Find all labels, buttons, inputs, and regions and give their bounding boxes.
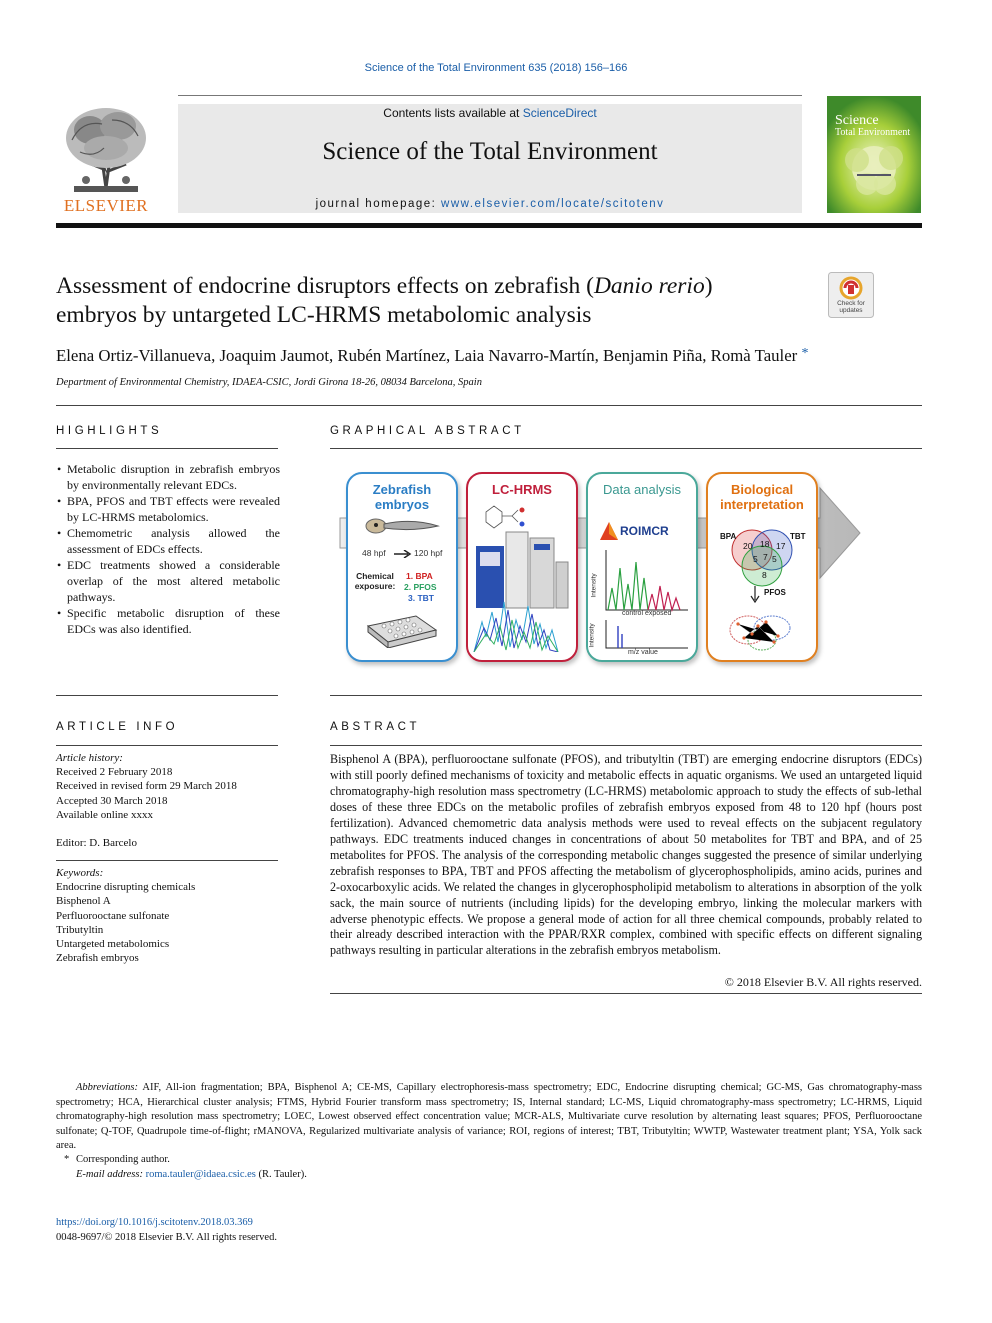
editor: Editor: D. Barcelo [56, 837, 137, 850]
header-rule [56, 223, 922, 228]
history-received: Received 2 February 2018 [56, 766, 173, 779]
ga-panel2-title: LC-HRMS [492, 482, 552, 497]
ga-chem-tbt: 3. TBT [408, 593, 434, 603]
ga-panel4-title: Biological interpretation [720, 482, 804, 512]
keyword: Untargeted metabolomics [56, 938, 170, 951]
graphical-abstract-heading: GRAPHICAL ABSTRACT [330, 425, 525, 437]
keyword: Tributyltin [56, 923, 104, 936]
venn-label-pfos: PFOS [764, 588, 786, 597]
abbreviations-footnote [56, 1081, 922, 1154]
ga-intensity-label-1: Intensity [590, 573, 598, 598]
highlight-item: • Chemometric analysis allowed the assessment of EDCs effects. [56, 525, 280, 557]
ga-panel-zebrafish [346, 472, 458, 662]
history-revised: Received in revised form 29 March 2018 [56, 780, 237, 793]
check-for-updates-button[interactable] [828, 272, 874, 318]
highlight-item: • EDC treatments showed a considerable overlap of the most altered metabolic pathways. [56, 557, 280, 605]
article-info-heading: ARTICLE INFO [56, 721, 179, 733]
venn-count: 17 [776, 541, 786, 551]
keyword: Endocrine disrupting chemicals [56, 881, 196, 894]
issn-line: 0048-9697/© 2018 Elsevier B.V. All rights reserved. [56, 1232, 277, 1243]
abbreviations-label: Abbreviations: [76, 1082, 139, 1093]
venn-count: 5 [753, 554, 758, 564]
highlight-item: • Metabolic disruption in zebrafish embryos by environmentally relevant EDCs. [56, 461, 280, 493]
abbreviations-text: AIF, All-ion fragmentation; BPA, Bisphenol A; CE-MS, Capillary electrophoresis-mass spectrometry; EDC, Endocrine disrupting chemical; GC-MS, Gas chromatography-mass spectrometry; HCA, Hierarchical cluster analysis; FTMS, Hybrid Fourier transform mass spectrometry; IS, Internal standard; LC-MS, Liquid chromatography-mass spectrometry; LC-HRMS, Liquid chromatography-high resolution mass spectrometry; LOEC, Lowest observed effect concentration value; MCR-ALS, Multivariate curve resolution by alternating least squares; PFOS, Perfluorooctane sulfonate; Q-TOF, Quadrupole time-of-flight; rMANOVA, Regularized multivariate analysis of variance; ROI, regions of interest; TBT, Tributyltin; WWTP, Wastewater treatment plant; YSA, Yolk sack area. [56, 1082, 922, 1151]
ga-from-hpf: 48 hpf [362, 548, 386, 558]
journal-title: Science of the Total Environment [322, 138, 658, 165]
ga-panel-lchrms [466, 472, 578, 662]
well-plate-icon [364, 612, 440, 648]
highlights-rule [56, 448, 278, 449]
check-updates-label: Check for updates [837, 300, 865, 314]
abstract-rule [330, 745, 922, 746]
ga-software-name: ROIMCR [620, 524, 669, 538]
highlights-list [56, 461, 280, 637]
corresponding-footnote [56, 1153, 922, 1182]
venn-label-tbt: TBT [790, 532, 806, 541]
abstract-text: Bisphenol A (BPA), perfluorooctane sulfonate (PFOS), and tributyltin (TBT) are emerging endocrine disruptors (EDCs) with still poorly defined mechanisms of toxicity and metabolic effects in aquatic organisms. We used an untargeted liquid chromatography-high resolution mass spectrometry (LC-HRMS) metabolomic approach to study the effects of sub-lethal doses of these three EDCs on the metabolic profiles of zebrafish embryos exposed from 48 to 120 hpf (hours post fertilization). Advanced chemometric data analysis methods were used to reveal effects on the subjacent regulatory pathways. EDC treatments induced changes in concentrations of about 50 metabolites for TBT and BPA, and of 25 metabolites for PFOS. The analysis of the corresponding metabolic changes suggested the presence of similar underlying zebrafish responses to BPA, TBT and PFOS affecting the metabolism of glycerophospholipids, amino acids, purines and 2-oxocarboxylic acids. We related the changes in glycerophospholipid metabolism to alterations in absorption of the yolk sack, the main source of nutrients (including lipids) for the developing embryo, linking the molecular markers with adverse phenotypic effects. We propose a general mode of action for all three chemical compounds, probably related to their already described interaction with the PPAR/RXR complex, combined with specific effects on different signaling pathways resulting in particular alterations in the zebrafish embryos metabolism. [330, 752, 922, 958]
sciencedirect-link[interactable]: ScienceDirect [522, 106, 597, 120]
ga-legend-control-exposed: control exposed [622, 610, 672, 617]
keywords-rule [56, 860, 278, 861]
header-top-rule [178, 95, 802, 96]
zebrafish-embryo-icon [362, 514, 442, 538]
spectra-plot-icon [598, 548, 690, 614]
corresponding-mark: * [64, 1154, 70, 1165]
publisher-name: ELSEVIER [63, 196, 149, 215]
roimcr-logo-icon [598, 520, 620, 542]
graphical-abstract-rule [330, 448, 922, 449]
ga-panel-data-analysis [586, 472, 698, 662]
ga-exposure-label: Chemical exposure: [354, 571, 396, 591]
graphical-abstract-bottom-rule [330, 695, 922, 696]
ga-to-hpf: 120 hpf [414, 548, 443, 558]
venn-label-bpa: BPA [720, 532, 737, 541]
mz-plot-icon [598, 620, 690, 652]
doi-link[interactable]: https://doi.org/10.1016/j.scitotenv.2018.03.369 [56, 1217, 253, 1228]
ga-mz-label: m/z value [628, 649, 658, 656]
keywords-label: Keywords: [56, 867, 104, 879]
abstract-heading: ABSTRACT [330, 721, 421, 733]
article-info-rule [56, 745, 278, 746]
ga-intensity-label-2: Intensity [588, 623, 596, 648]
contents-line: Contents lists available at ScienceDirect [383, 106, 597, 120]
author-list: Elena Ortiz-Villanueva, Joaquim Jaumot, Rubén Martínez, Laia Navarro-Martín, Benjamin Piña, Romà Tauler * [56, 346, 809, 365]
keywords-block [56, 866, 278, 965]
highlight-item: • Specific metabolic disruption of these EDCs was also identified. [56, 605, 280, 637]
pathway-network-icon [718, 606, 806, 656]
ga-panel3-title: Data analysis [602, 482, 682, 497]
article-title: Assessment of endocrine disruptors effects on zebrafish (Danio rerio) embryos by untargeted LC-HRMS metabolomic analysis [56, 273, 713, 328]
article-history [56, 751, 278, 850]
mass-spectrometer-icon [472, 502, 572, 652]
homepage-link[interactable]: www.elsevier.com/locate/scitotenv [441, 198, 665, 210]
journal-cover[interactable] [827, 96, 921, 213]
keyword: Bisphenol A [56, 895, 111, 908]
history-online: Available online xxxx [56, 808, 153, 821]
ga-panel1-title: Zebrafish embryos [372, 482, 432, 512]
cover-title-line1: Science [835, 113, 879, 128]
ga-chem-bpa: 1. BPA [406, 571, 433, 581]
journal-homepage: journal homepage: www.elsevier.com/locate/scitotenv [315, 198, 665, 210]
venn-count: 8 [762, 570, 767, 580]
highlights-bottom-rule [56, 695, 278, 696]
email-label: E-mail address: [76, 1168, 143, 1180]
corresponding-author-link[interactable]: * [801, 346, 809, 361]
abstract-copyright: © 2018 Elsevier B.V. All rights reserved. [724, 975, 922, 989]
keyword: Zebrafish embryos [56, 952, 139, 965]
title-divider [56, 405, 922, 406]
arrow-right-icon [394, 550, 414, 558]
affiliation: Department of Environmental Chemistry, IDAEA-CSIC, Jordi Girona 18-26, 08034 Barcelona, Spain [56, 377, 482, 388]
corresponding-text: Corresponding author. [76, 1154, 170, 1165]
abstract-bottom-rule [330, 993, 922, 994]
history-label: Article history: [56, 752, 123, 764]
journal-citation[interactable]: Science of the Total Environment 635 (2018) 156–166 [364, 62, 628, 74]
email-link[interactable]: roma.tauler@idaea.csic.es [145, 1168, 256, 1180]
arrow-down-icon [750, 586, 760, 604]
ga-chem-pfos: 2. PFOS [404, 582, 437, 592]
doi-block [56, 1215, 556, 1245]
venn-count: 5 [772, 554, 777, 564]
venn-count: 7 [763, 552, 768, 562]
history-accepted: Accepted 30 March 2018 [56, 794, 168, 807]
venn-count: 18 [760, 539, 770, 549]
venn-count: 20 [743, 541, 753, 551]
keyword: Perfluorooctane sulfonate [56, 909, 170, 922]
highlight-item: • BPA, PFOS and TBT effects were revealed by LC-HRMS metabolomics. [56, 493, 280, 525]
email-suffix: (R. Tauler). [258, 1168, 307, 1180]
cover-title-line2: Total Environment [835, 127, 911, 138]
highlights-heading: HIGHLIGHTS [56, 425, 163, 437]
ga-panel-biological [706, 472, 818, 662]
graphical-abstract-figure[interactable] [330, 458, 922, 670]
elsevier-logo[interactable] [56, 100, 156, 214]
